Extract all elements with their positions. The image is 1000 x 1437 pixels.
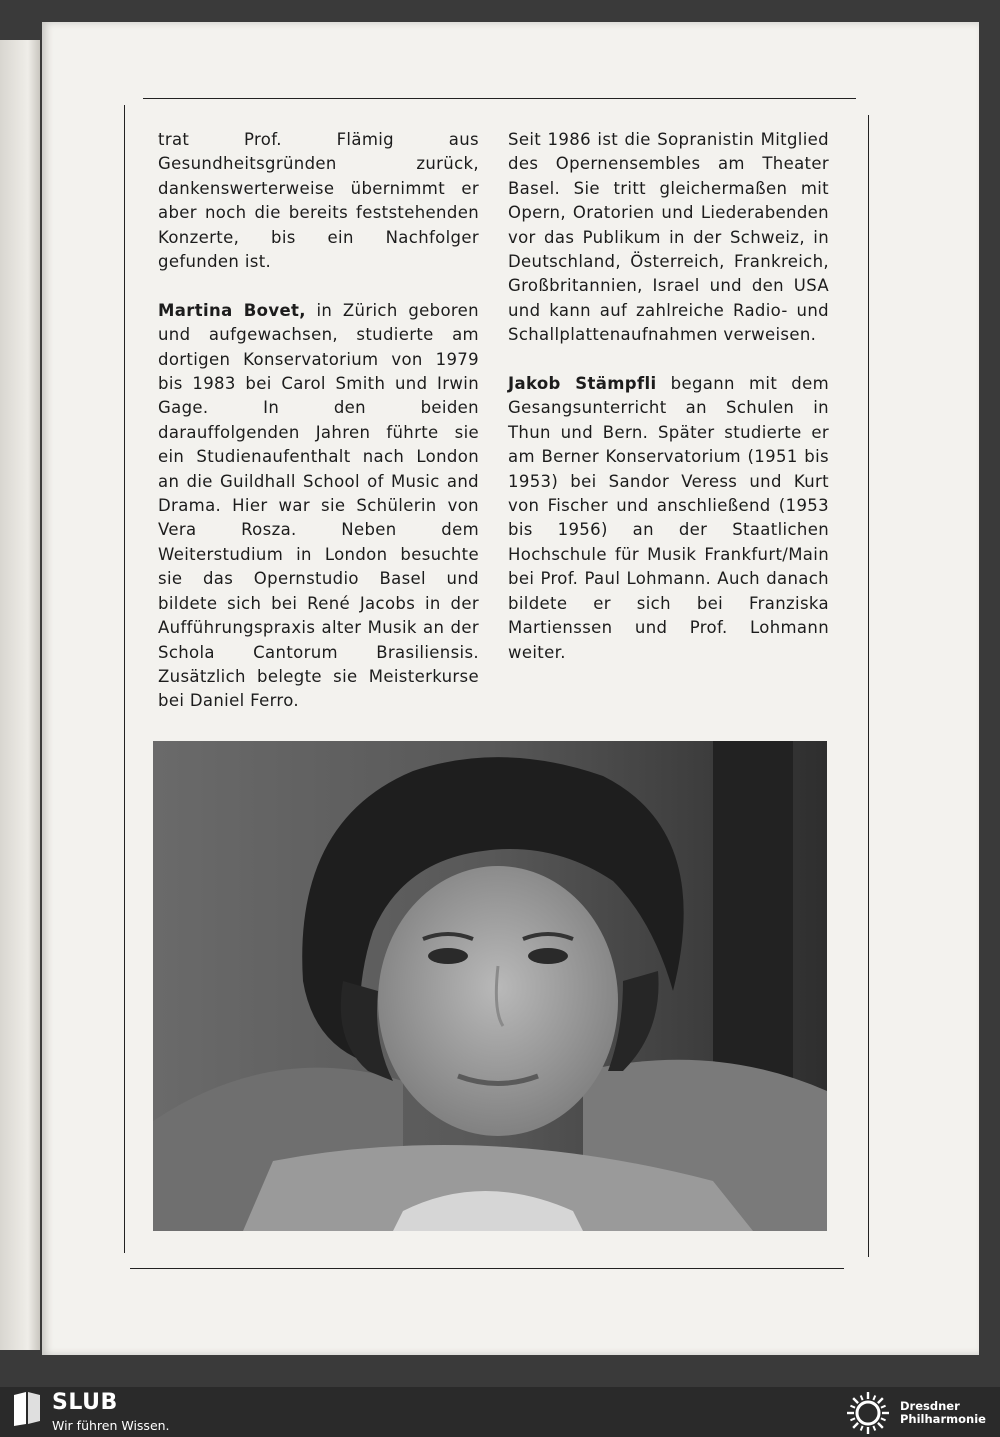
bottom-rule (130, 1268, 844, 1269)
philharmonie-line-1: Dresdner (900, 1399, 960, 1413)
paragraph-staempfli (508, 372, 829, 665)
paragraph-bovet (158, 299, 479, 714)
philharmonie-name (900, 1400, 986, 1426)
bovet-biography: in Zürich geboren und aufgewachsen, studierte am dortigen Konservatorium von 1979 bis 1983 bei Carol Smith und Irwin Gage. In den beiden darauffolgenden Jahren führte sie ein Studienaufenthalt nach London an die Guildhall School of Music and Drama. Hier war sie Schülerin von Vera Rosza. Neben dem Weiterstudium in London besuchte sie das Opernstudio Basel und bildete sich bei René Jacobs in der Aufführungspraxis alter Musik an der Schola Cantorum Brasiliensis. Zusätzlich belegte sie Meisterkurse bei Daniel Ferro. (158, 300, 479, 711)
portrait-photo (153, 741, 827, 1231)
paragraph-sopranistin: Seit 1986 ist die Sopranistin Mitglied des Opernensembles am Theater Basel. Sie tritt gleichermaßen mit Opern, Oratorien und Liederabenden vor das Publikum in der Schweiz, in Deutschland, Österreich, Frankreich, Großbritannien, Israel und den USA und kann auf zahlreiche Radio- und Schallplattenaufnahmen verweisen. (508, 130, 829, 345)
left-text-column (158, 128, 479, 738)
portrait-illustration (153, 741, 827, 1231)
philharmonie-line-2: Philharmonie (900, 1412, 986, 1426)
philharmonie-sun-icon (842, 1391, 894, 1435)
right-text-column (508, 128, 829, 689)
top-rule (143, 98, 856, 99)
right-rule (868, 115, 869, 1257)
left-rule (124, 105, 125, 1253)
staempfli-biography: begann mit dem Gesangsunterricht an Schulen in Thun und Bern. Später studierte er am Berner Konservatorium (1951 bis 1953) bei Sandor Veress und Kurt von Fischer und anschließend (1953 bis 1956) an der Staatlichen Hochschule für Musik Frankfurt/Main bei Prof. Paul Lohmann. Auch danach bildete er sich bei Franziska Martienssen und Prof. Lohmann weiter. (508, 374, 829, 662)
left-page-edge (0, 40, 40, 1350)
slub-tagline: Wir führen Wissen. (52, 1418, 170, 1433)
slub-name: SLUB (52, 1390, 118, 1415)
name-jakob-staempfli: Jakob Stämpfli (508, 374, 657, 394)
slub-book-icon (12, 1391, 42, 1427)
name-martina-bovet: Martina Bovet, (158, 300, 306, 320)
paragraph-flaemig: trat Prof. Flämig aus Gesundheitsgründen zurück, dankenswerterweise übernimmt er aber noch die bereits feststehenden Konzerte, bis ein Nachfolger gefunden ist. (158, 130, 479, 272)
